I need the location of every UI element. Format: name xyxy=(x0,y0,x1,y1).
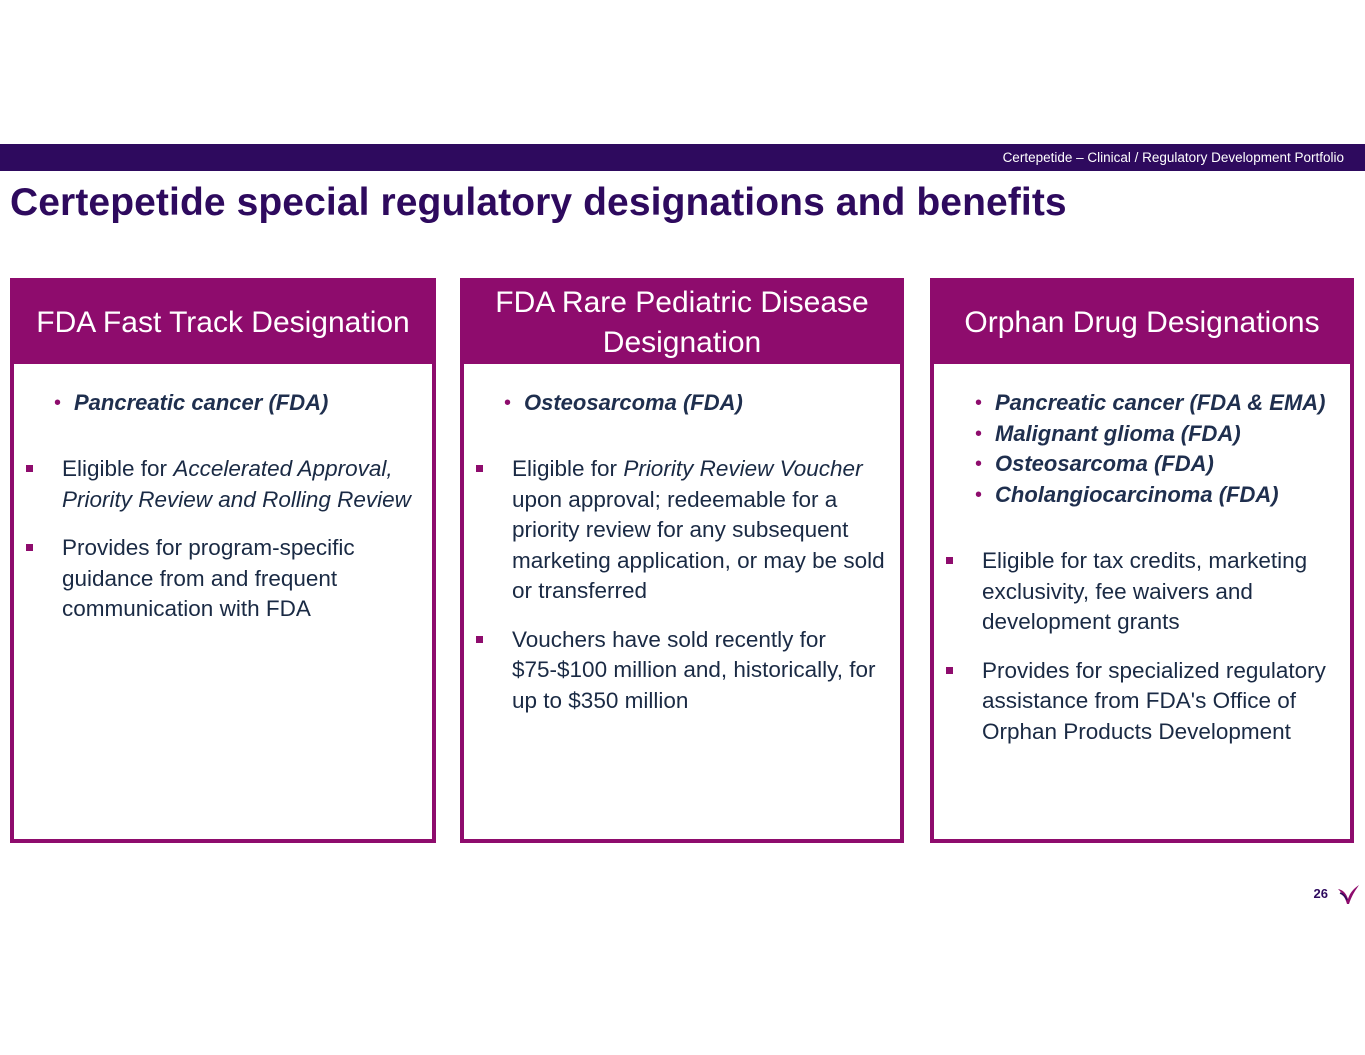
card-header: FDA Fast Track Designation xyxy=(14,282,432,367)
benefit-item: Vouchers have sold recently for $75-$100 million and, historically, for up to $350 million xyxy=(464,625,900,717)
indication-list xyxy=(54,388,328,419)
indication-list xyxy=(975,388,1326,510)
indication-item: • Cholangiocarcinoma (FDA) xyxy=(975,480,1326,511)
card-header: Orphan Drug Designations xyxy=(934,282,1350,367)
slide-title: Certepetide special regulatory designations and benefits xyxy=(10,181,1067,224)
bullet-dot-icon: • xyxy=(975,422,983,445)
benefit-list xyxy=(934,546,1350,765)
benefit-item: Provides for program-specific guidance from and frequent communication with FDA xyxy=(14,533,432,625)
card-orphan-drug xyxy=(930,278,1354,843)
bullet-square-icon xyxy=(26,465,33,472)
card-fast-track xyxy=(10,278,436,843)
card-body xyxy=(934,367,1350,839)
indication-list xyxy=(504,388,743,419)
indication-item: • Osteosarcoma (FDA) xyxy=(504,388,743,419)
benefit-list xyxy=(464,454,900,734)
bullet-square-icon xyxy=(946,557,953,564)
header-bar xyxy=(0,144,1365,171)
indication-item: • Pancreatic cancer (FDA) xyxy=(54,388,328,419)
indication-item: • Malignant glioma (FDA) xyxy=(975,419,1326,450)
bullet-square-icon xyxy=(476,636,483,643)
bullet-dot-icon: • xyxy=(54,392,62,414)
header-bar-text: Certepetide – Clinical / Regulatory Development Portfolio xyxy=(1002,150,1344,165)
bullet-dot-icon: • xyxy=(975,483,983,506)
benefit-item: Eligible for Accelerated Approval, Priority Review and Rolling Review xyxy=(14,454,432,515)
bullet-square-icon xyxy=(946,667,953,674)
indication-item: • Osteosarcoma (FDA) xyxy=(975,449,1326,480)
bullet-square-icon xyxy=(476,465,483,472)
benefit-item: Eligible for tax credits, marketing exclusivity, fee waivers and development grants xyxy=(934,546,1350,638)
benefit-item: Provides for specialized regulatory assistance from FDA's Office of Orphan Products Development xyxy=(934,656,1350,748)
page-number: 26 xyxy=(1313,886,1328,901)
benefit-list xyxy=(14,454,432,643)
benefit-item: Eligible for Priority Review Voucher upon approval; redeemable for a priority review for any subsequent marketing application, or may be sold or transferred xyxy=(464,454,900,607)
bullet-dot-icon: • xyxy=(975,392,983,414)
bullet-square-icon xyxy=(26,544,33,551)
card-body xyxy=(464,367,900,839)
bullet-dot-icon: • xyxy=(975,453,983,475)
card-rare-pediatric xyxy=(460,278,904,843)
card-body xyxy=(14,367,432,839)
indication-item: • Pancreatic cancer (FDA & EMA) xyxy=(975,388,1326,419)
bullet-dot-icon: • xyxy=(504,392,512,414)
company-logo-icon xyxy=(1336,883,1360,905)
card-header: FDA Rare Pediatric Disease Designation xyxy=(464,282,900,367)
